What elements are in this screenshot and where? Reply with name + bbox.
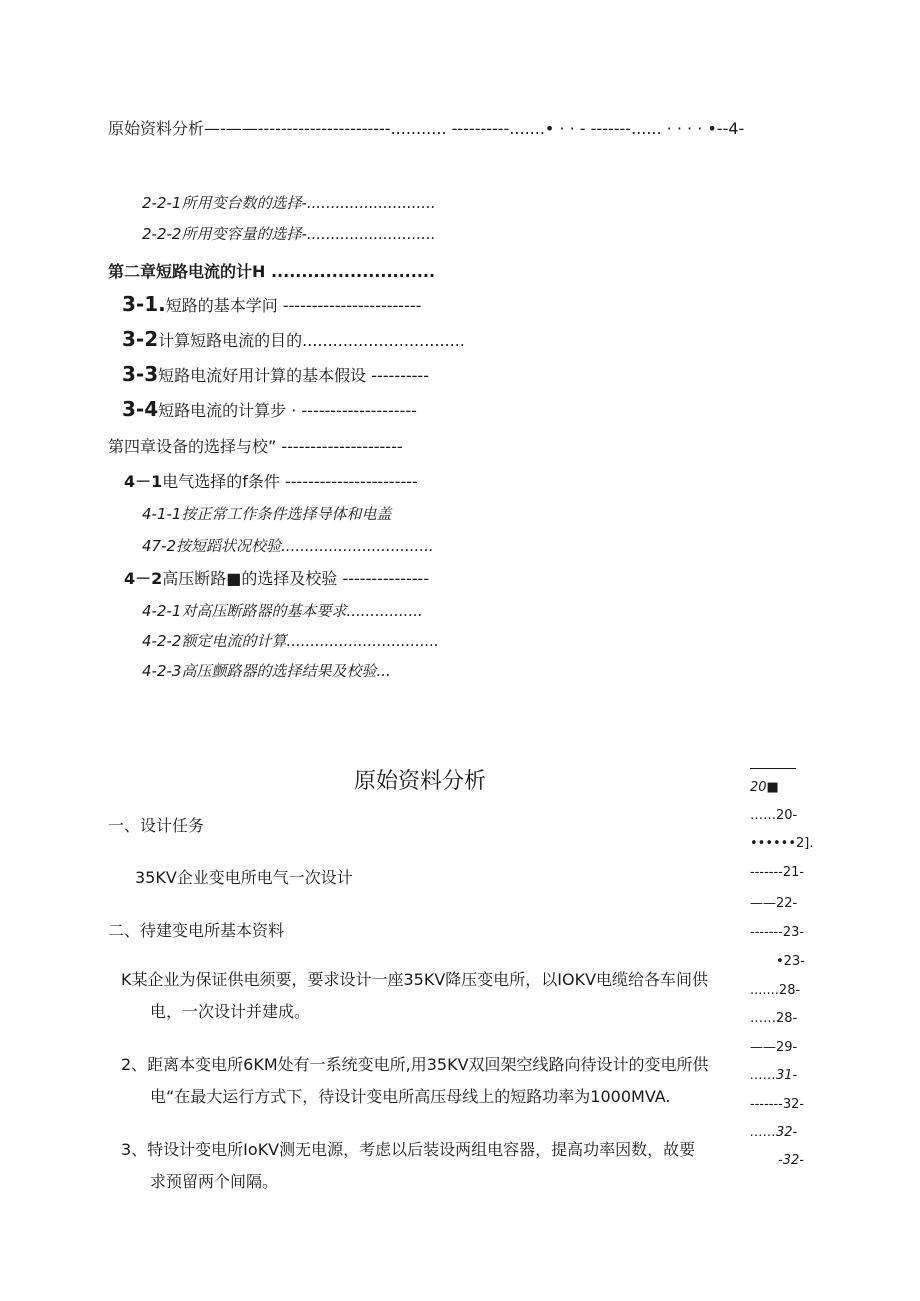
toc-entry-4-2-number: 4－2 xyxy=(124,569,163,588)
toc-entry-4-1-1: 4-1-1按正常工作条件选择导体和电盖 xyxy=(142,505,392,523)
toc-entry-4-1-number: 4－1 xyxy=(124,472,163,491)
heading-design-task: 一、设计任务 xyxy=(108,816,205,835)
toc-entry-2-2-1: 2-2-1所用变台数的选择-........................... xyxy=(142,194,436,212)
toc-entry-4-2 xyxy=(124,566,429,589)
toc-entry-4-2-3: 4-2-3高压颤路器的选择结果及校验... xyxy=(142,662,391,680)
page-ref: -------32- xyxy=(750,1097,805,1112)
page-ref: ——29- xyxy=(750,1040,798,1055)
paragraph-2-line-1: 2、距离本变电所6KM处有一系统变电所,用35KV双回架空线路向待设计的变电所供 xyxy=(121,1055,709,1074)
page-ref: ——22- xyxy=(750,896,798,911)
toc-entry-original-data: 原始资料分析—-——-----------------------........... ----------.......• · · - -------...... · · · · •--4- xyxy=(108,119,745,138)
toc-entry-3-1-number: 3-1. xyxy=(122,292,166,316)
paragraph-1-line-2: 电，一次设计并建成。 xyxy=(150,1002,311,1021)
toc-entry-3-2-number: 3-2 xyxy=(122,327,159,351)
toc-entry-2-2-2: 2-2-2所用变容量的选择-........................... xyxy=(142,225,436,243)
divider-line xyxy=(750,768,796,769)
toc-entry-3-3-number: 3-3 xyxy=(122,362,159,386)
toc-entry-3-2-text: 计算短路电流的目的................................ xyxy=(158,331,465,350)
toc-entry-3-4-text: 短路电流的计算步 · -------------------- xyxy=(158,401,417,420)
paragraph-1-line-1: K某企业为保证供电须要，要求设计一座35KV降压变电所，以IOKV电缆给各车间供 xyxy=(121,970,709,989)
toc-entry-4-1-2: 47-2按短蹈状况校验................................ xyxy=(142,537,434,555)
page-ref: ……20- xyxy=(750,808,798,823)
page-ref: -------23- xyxy=(750,925,805,940)
toc-entry-3-1-text: 短路的基本学问 ------------------------ xyxy=(165,296,422,315)
page-ref: -32- xyxy=(778,1153,804,1168)
page-ref: ••••••2]. xyxy=(750,836,814,851)
page-ref: •23- xyxy=(776,954,805,969)
section-title: 原始资料分析 xyxy=(354,769,487,794)
toc-entry-3-4 xyxy=(122,397,417,421)
toc-entry-4-2-text: 高压断路■的选择及校验 --------------- xyxy=(162,569,430,588)
page-ref: -------21- xyxy=(750,865,805,880)
toc-entry-3-4-number: 3-4 xyxy=(122,397,159,421)
page-ref: ……32- xyxy=(750,1125,798,1140)
paragraph-3-line-1: 3、特设计变电所IoKV测无电源，考虑以后装设两组电容器，提高功率因数，故要 xyxy=(121,1140,696,1159)
toc-entry-3-1 xyxy=(122,292,421,316)
paragraph-3-line-2: 求预留两个间隔。 xyxy=(150,1172,279,1191)
toc-entry-3-2 xyxy=(122,327,465,351)
page-ref: ……28- xyxy=(750,1011,798,1026)
paragraph-2-line-2: 电“在最大运行方式下，待设计变电所高压母线上的短路功率为1000MVA. xyxy=(150,1087,671,1106)
page-ref: 20■ xyxy=(750,780,779,795)
toc-entry-4-1 xyxy=(124,469,418,492)
toc-entry-4-1-text: 电气选择的f条件 ----------------------- xyxy=(162,472,418,491)
page-ref: ……31- xyxy=(750,1068,798,1083)
toc-entry-3-3-text: 短路电流好用计算的基本假设 ---------- xyxy=(158,366,429,385)
toc-entry-4-2-1: 4-2-1对高压断路器的基本要求................ xyxy=(142,602,423,620)
toc-entry-chapter-4: 第四章设备的选择与校” --------------------- xyxy=(108,437,403,456)
design-task-text: 35KV企业变电所电气一次设计 xyxy=(135,868,353,887)
toc-entry-4-2-2: 4-2-2额定电流的计算................................ xyxy=(142,632,440,650)
page-ref: .......28- xyxy=(750,983,801,998)
heading-basic-data: 二、待建变电所基本资料 xyxy=(108,921,285,940)
toc-entry-3-3 xyxy=(122,362,429,386)
toc-entry-chapter-2: 第二章短路电流的计H ........................... xyxy=(108,262,436,281)
